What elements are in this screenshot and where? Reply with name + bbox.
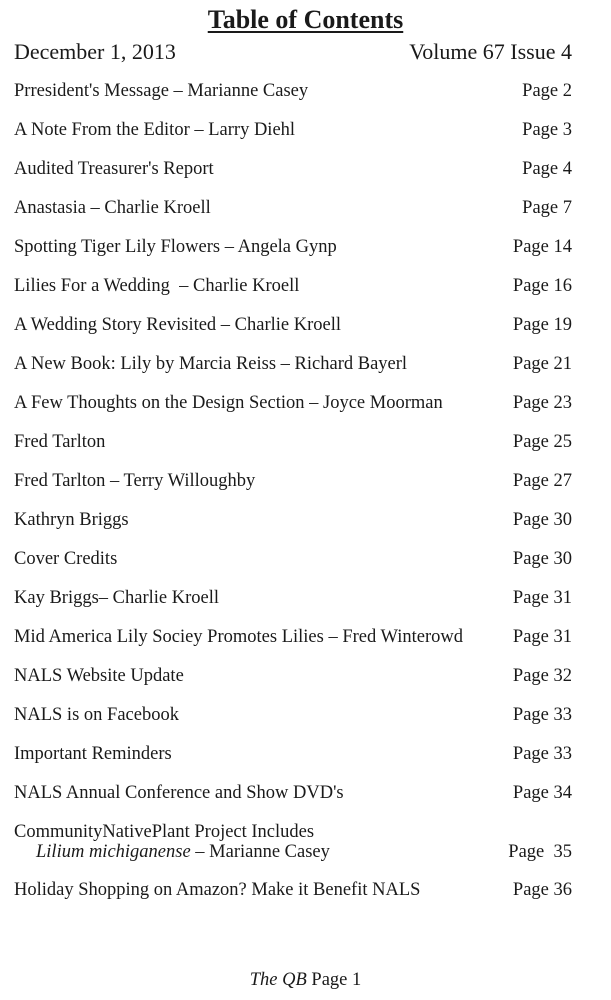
toc-entry-title: Lilies For a Wedding – Charlie Kroell [14, 276, 300, 296]
toc-title: Table of Contents [207, 5, 404, 34]
toc-entry-title: NALS Website Update [14, 666, 184, 686]
page-number: Page 1 [306, 970, 362, 990]
toc-entry-page: Page 3 [522, 120, 572, 140]
toc-entry-title: Spotting Tiger Lily Flowers – Angela Gynp [14, 237, 337, 257]
toc-entry-author: – Marianne Casey [190, 842, 330, 862]
toc-entry [14, 545, 572, 584]
toc-entry [14, 428, 572, 467]
toc-entry-title: NALS is on Facebook [14, 705, 179, 725]
toc-entry-page: Page 16 [512, 276, 572, 296]
page-footer [0, 966, 611, 994]
toc-entry [14, 506, 572, 545]
toc-entry-two-line [14, 818, 572, 876]
issue-date: December 1, 2013 [14, 39, 176, 64]
toc-entry-page: Page 33 [512, 705, 572, 725]
toc-entry [14, 779, 572, 818]
toc-entry-page: Page 27 [512, 471, 572, 491]
toc-entry-page: Page 31 [512, 627, 572, 647]
toc-entry [14, 701, 572, 740]
toc-list [14, 77, 572, 915]
issue-volume: Volume 67 Issue 4 [409, 39, 572, 64]
toc-entry-title: Holiday Shopping on Amazon? Make it Benefit NALS [14, 880, 421, 900]
toc-entry [14, 194, 572, 233]
toc-entry [14, 155, 572, 194]
toc-entry-page: Page 33 [512, 744, 572, 764]
toc-entry [14, 77, 572, 116]
toc-entry-title: Anastasia – Charlie Kroell [14, 198, 211, 218]
issue-info [14, 38, 572, 66]
toc-entry [14, 623, 572, 662]
toc-entry-page: Page 30 [512, 510, 572, 530]
toc-entry [14, 584, 572, 623]
toc-entry-page: Page 30 [512, 549, 572, 569]
toc-entry-title: Cover Credits [14, 549, 118, 569]
toc-entry [14, 116, 572, 155]
toc-entry-page: Page 25 [512, 432, 572, 452]
toc-entry-title-line2 [36, 838, 330, 866]
toc-entry-title: NALS Annual Conference and Show DVD's [14, 783, 344, 803]
toc-entry-title: A Note From the Editor – Larry Diehl [14, 120, 296, 140]
toc-entry [14, 272, 572, 311]
toc-entry [14, 311, 572, 350]
toc-entry-page: Page 36 [512, 880, 572, 900]
publication-name: The QB [249, 970, 307, 990]
toc-entry-page: Page 7 [522, 198, 572, 218]
toc-entry-title: Mid America Lily Sociey Promotes Lilies – Fred Winterowd [14, 627, 464, 647]
toc-entry [14, 389, 572, 428]
toc-entry [14, 467, 572, 506]
toc-entry [14, 350, 572, 389]
toc-entry-title: Kay Briggs– Charlie Kroell [14, 588, 219, 608]
toc-entry-title: A Wedding Story Revisited – Charlie Kroell [14, 315, 342, 335]
toc-entry-title: A Few Thoughts on the Design Section – Joyce Moorman [14, 393, 443, 413]
toc-entry-title: Fred Tarlton – Terry Willoughby [14, 471, 256, 491]
species-name: Lilium michiganense [36, 842, 191, 862]
toc-entry [14, 876, 572, 915]
toc-entry-page: Page 19 [512, 315, 572, 335]
toc-entry-page: Page 32 [512, 666, 572, 686]
toc-entry-page: Page 14 [512, 237, 572, 257]
toc-entry [14, 233, 572, 272]
toc-entry-title-line1: CommunityNativePlant Project Includes [14, 822, 315, 842]
toc-entry-title: Fred Tarlton [14, 432, 106, 452]
toc-entry-page: Page 31 [512, 588, 572, 608]
toc-entry-title: A New Book: Lily by Marcia Reiss – Richard Bayerl [14, 354, 408, 374]
toc-entry-title: Important Reminders [14, 744, 172, 764]
toc-entry-page: Page 34 [512, 783, 572, 803]
toc-entry-page: Page 4 [522, 159, 572, 179]
toc-entry-title: Audited Treasurer's Report [14, 159, 214, 179]
toc-entry-page: Page 21 [512, 354, 572, 374]
toc-entry-page: Page 35 [508, 842, 572, 862]
toc-entry-title: Kathryn Briggs [14, 510, 129, 530]
toc-entry-page: Page 2 [522, 81, 572, 101]
toc-entry-title: Prresident's Message – Marianne Casey [14, 81, 309, 101]
toc-entry [14, 740, 572, 779]
toc-entry-page: Page 23 [512, 393, 572, 413]
toc-entry [14, 662, 572, 701]
